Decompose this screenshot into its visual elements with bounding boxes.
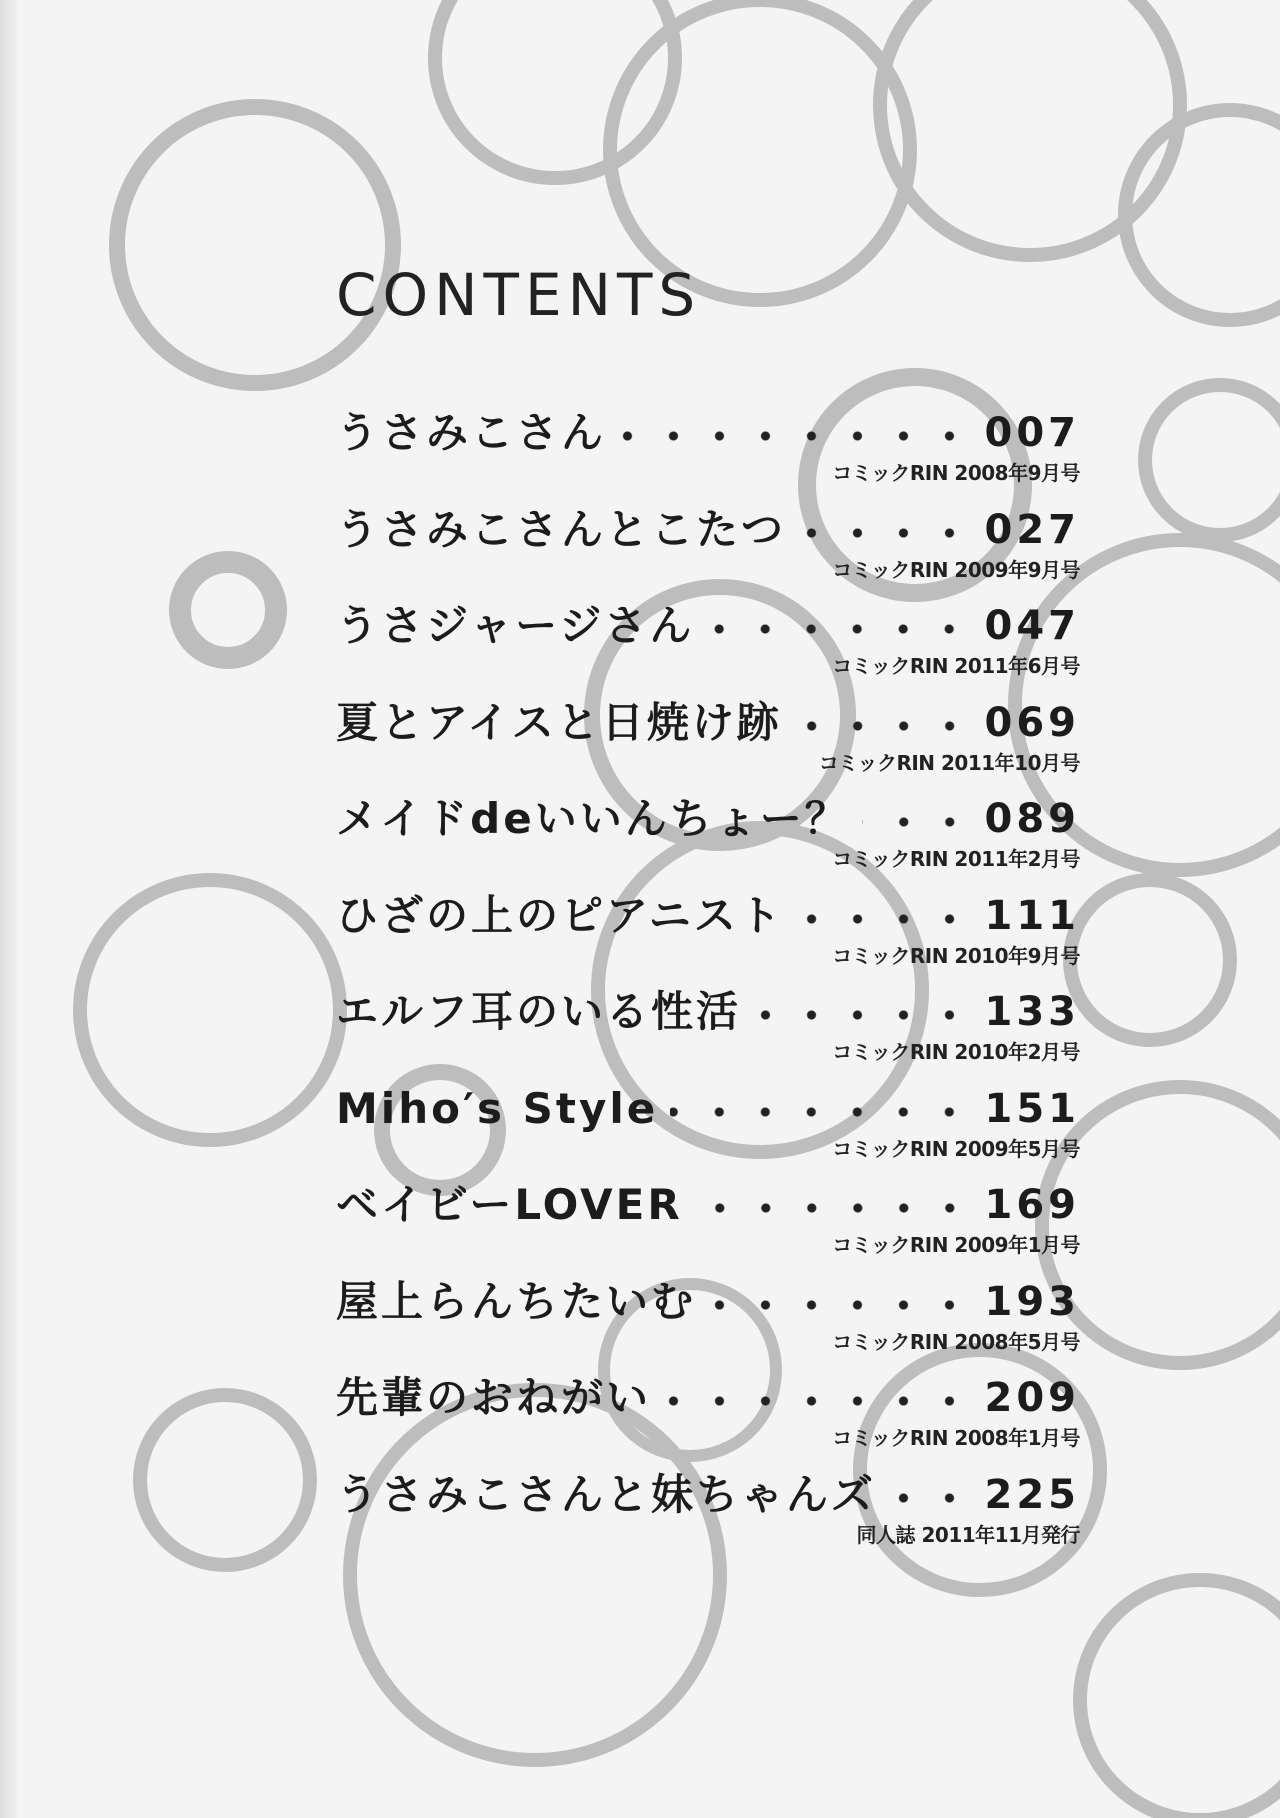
dot-leader <box>794 720 973 732</box>
toc-entry-line <box>336 601 1080 651</box>
toc-entry-title: メイドdeいいんちょー？ <box>336 794 850 843</box>
toc-entry-page-number: 089 <box>984 796 1080 842</box>
toc-entry <box>336 601 1080 698</box>
toc-entry <box>336 408 1080 505</box>
table-of-contents <box>336 408 1080 1566</box>
toc-entry-source: コミックRIN 2009年1月号 <box>832 1233 1080 1257</box>
dot-leader <box>796 913 973 925</box>
toc-entry-source: コミックRIN 2008年1月号 <box>832 1426 1080 1450</box>
bubble-ring <box>180 562 276 658</box>
toc-entry-page-number: 047 <box>984 603 1080 649</box>
toc-entry <box>336 505 1080 602</box>
dot-leader <box>670 1106 972 1118</box>
toc-entry-line <box>336 1373 1080 1423</box>
toc-entry-line <box>336 987 1080 1037</box>
toc-entry <box>336 794 1080 891</box>
toc-entry-line <box>336 1180 1080 1230</box>
toc-entry <box>336 891 1080 988</box>
bubble-ring <box>1145 385 1280 535</box>
toc-entry <box>336 1470 1080 1567</box>
toc-entry-source: コミックRIN 2011年10月号 <box>818 750 1080 775</box>
toc-entry-page-number: 007 <box>984 410 1080 456</box>
toc-entry-page-number: 069 <box>984 699 1080 746</box>
toc-entry-page-number: 169 <box>984 1182 1080 1228</box>
toc-entry-title: 先輩のおねがい <box>336 1373 652 1422</box>
bubble-ring <box>1070 880 1230 1040</box>
toc-entry-title: Miho′s Style <box>336 1083 659 1133</box>
bubble-ring <box>1125 110 1280 320</box>
toc-entry-page-number: 193 <box>984 1278 1080 1325</box>
page-fold-shadow <box>0 0 20 1818</box>
dot-leader <box>888 1492 972 1504</box>
toc-entry-title: うさジャージさん <box>336 601 695 650</box>
toc-entry-source: コミックRIN 2009年9月号 <box>832 557 1080 582</box>
bubble-ring <box>880 0 1180 255</box>
toc-entry <box>336 987 1080 1084</box>
toc-entry-line <box>336 891 1080 941</box>
toc-entry-title: ひざの上のピアニスト <box>336 890 784 940</box>
toc-entry-source: コミックRIN 2011年6月号 <box>832 654 1080 678</box>
toc-entry-page-number: 027 <box>984 506 1080 553</box>
toc-entry <box>336 1084 1080 1181</box>
toc-entry <box>336 1277 1080 1374</box>
toc-entry-title: 屋上らんちたいむ <box>336 1276 697 1326</box>
bubble-ring <box>610 0 910 300</box>
toc-entry-line <box>336 505 1080 555</box>
bubble-ring <box>140 1395 310 1565</box>
contents-heading: CONTENTS <box>336 261 702 329</box>
dot-leader <box>708 1299 972 1311</box>
toc-entry-source: コミックRIN 2008年9月号 <box>832 461 1080 485</box>
toc-entry-page-number: 151 <box>984 1085 1080 1132</box>
toc-entry-source: 同人誌 2011年11月発行 <box>856 1522 1080 1547</box>
toc-entry <box>336 698 1080 795</box>
dot-leader <box>695 1202 973 1214</box>
bubble-ring <box>117 107 393 383</box>
bubble-ring <box>435 0 675 178</box>
toc-entry-title: 夏とアイスと日焼け跡 <box>336 697 782 747</box>
toc-entry-line <box>336 698 1080 748</box>
toc-entry-page-number: 133 <box>984 989 1080 1035</box>
toc-entry-line <box>336 1084 1080 1134</box>
toc-entry-title: ベイビーLOVER <box>336 1180 683 1229</box>
dot-leader <box>862 816 973 828</box>
toc-entry-source: コミックRIN 2011年2月号 <box>832 847 1080 871</box>
toc-entry-title: エルフ耳のいる性活 <box>336 987 742 1036</box>
toc-entry-title: うさみこさんと妹ちゃんズ <box>336 1469 877 1519</box>
toc-entry-line <box>336 1277 1080 1327</box>
toc-entry-source: コミックRIN 2010年9月号 <box>832 943 1080 968</box>
toc-entry-page-number: 209 <box>984 1375 1080 1421</box>
dot-leader <box>706 623 972 635</box>
toc-entry-title: うさみこさんとこたつ <box>336 504 787 554</box>
dot-leader <box>753 1009 972 1021</box>
toc-entry-source: コミックRIN 2008年5月号 <box>832 1329 1080 1354</box>
dot-leader <box>798 527 972 539</box>
toc-entry-page-number: 111 <box>984 892 1080 939</box>
toc-entry-source: コミックRIN 2009年5月号 <box>832 1136 1080 1161</box>
toc-entry-line <box>336 408 1080 458</box>
toc-entry-line <box>336 794 1080 844</box>
toc-entry-line <box>336 1470 1080 1520</box>
bubble-ring <box>80 880 340 1140</box>
toc-entry-source: コミックRIN 2010年2月号 <box>832 1040 1080 1064</box>
dot-leader <box>663 1395 972 1407</box>
toc-entry-page-number: 225 <box>984 1471 1080 1518</box>
toc-entry-title: うさみこさん <box>336 408 607 457</box>
bubble-ring <box>1080 1580 1280 1818</box>
dot-leader <box>618 430 972 442</box>
toc-entry <box>336 1180 1080 1277</box>
toc-entry <box>336 1373 1080 1470</box>
